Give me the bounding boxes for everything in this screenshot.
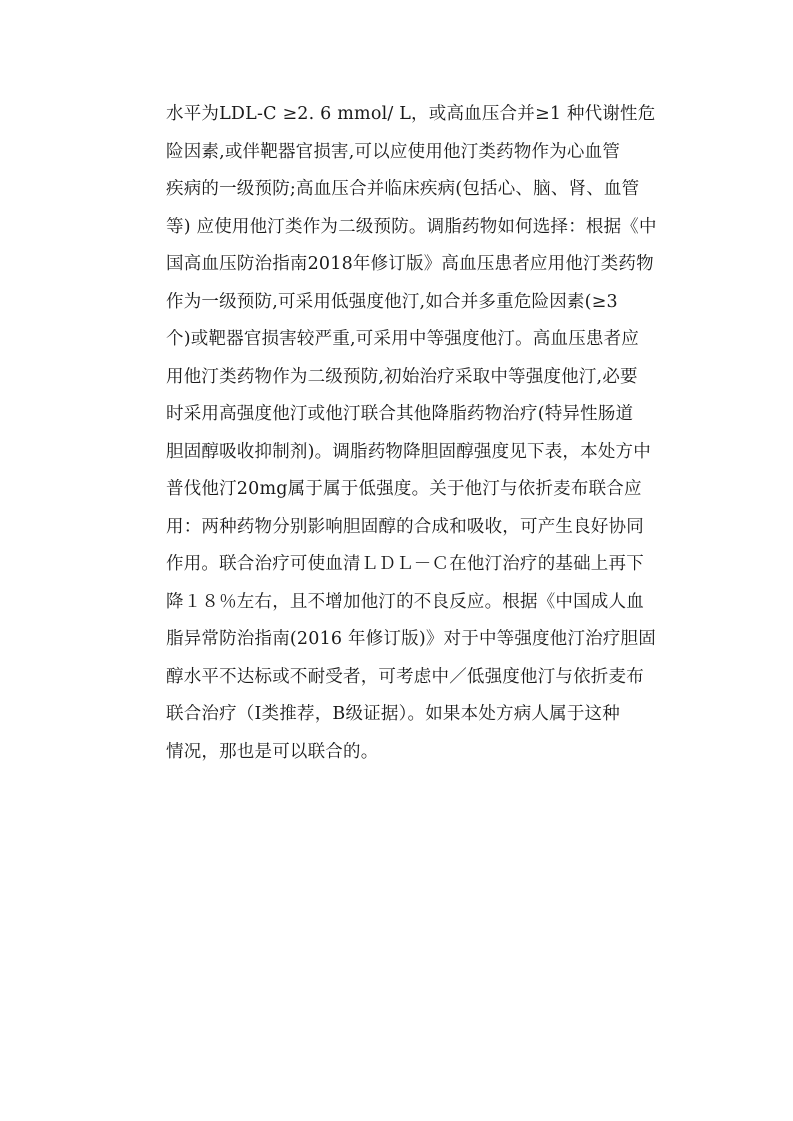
text-line: 普伐他汀20mg属于属于低强度。关于他汀与依折麦布联合应 xyxy=(166,479,642,499)
text-line: 情况，那也是可以联合的。 xyxy=(166,741,379,762)
text-line: 用他汀类药物作为二级预防,初始治疗采取中等强度他汀,必要 xyxy=(166,366,638,387)
text-line: 作为一级预防,可采用低强度他汀,如合并多重危险因素(≥3 xyxy=(166,291,618,312)
body-paragraph xyxy=(166,96,706,771)
text-line: 脂异常防治指南(2016 年修订版)》对于中等强度他汀治疗胆固 xyxy=(166,629,656,649)
text-line: 联合治疗（Ⅰ类推荐，B级证据）。如果本处方病人属于这种 xyxy=(166,704,620,724)
text-line: 降１８％左右，且不增加他汀的不良反应。根据《中国成人血 xyxy=(166,591,644,612)
text-line: 国高血压防治指南2018年修订版》高血压患者应用他汀类药物 xyxy=(166,254,654,274)
text-line: 险因素,或伴靶器官损害,可以应使用他汀类药物作为心血管 xyxy=(166,141,621,162)
text-line: 胆固醇吸收抑制剂)。调脂药物降胆固醇强度见下表，本处方中 xyxy=(166,441,651,462)
text-line: 作用。联合治疗可使血清ＬＤＬ－Ｃ在他汀治疗的基础上再下 xyxy=(166,554,644,574)
text-line: 个)或靶器官损害较严重,可采用中等强度他汀。高血压患者应 xyxy=(166,329,639,349)
text-line: 醇水平不达标或不耐受者，可考虑中／低强度他汀与依折麦布 xyxy=(166,666,644,687)
text-line: 水平为LDL-C ≥2. 6 mmol/ L，或高血压合并≥1 种代谢性危 xyxy=(166,104,656,124)
text-line: 疾病的一级预防;高血压合并临床疾病(包括心、脑、肾、血管 xyxy=(166,179,640,199)
text-line: 等) 应使用他汀类作为二级预防。调脂药物如何选择：根据《中 xyxy=(166,216,657,237)
text-line: 时采用高强度他汀或他汀联合其他降脂药物治疗(特异性肠道 xyxy=(166,404,634,424)
text-line: 用：两种药物分别影响胆固醇的合成和吸收，可产生良好协同 xyxy=(166,516,644,537)
